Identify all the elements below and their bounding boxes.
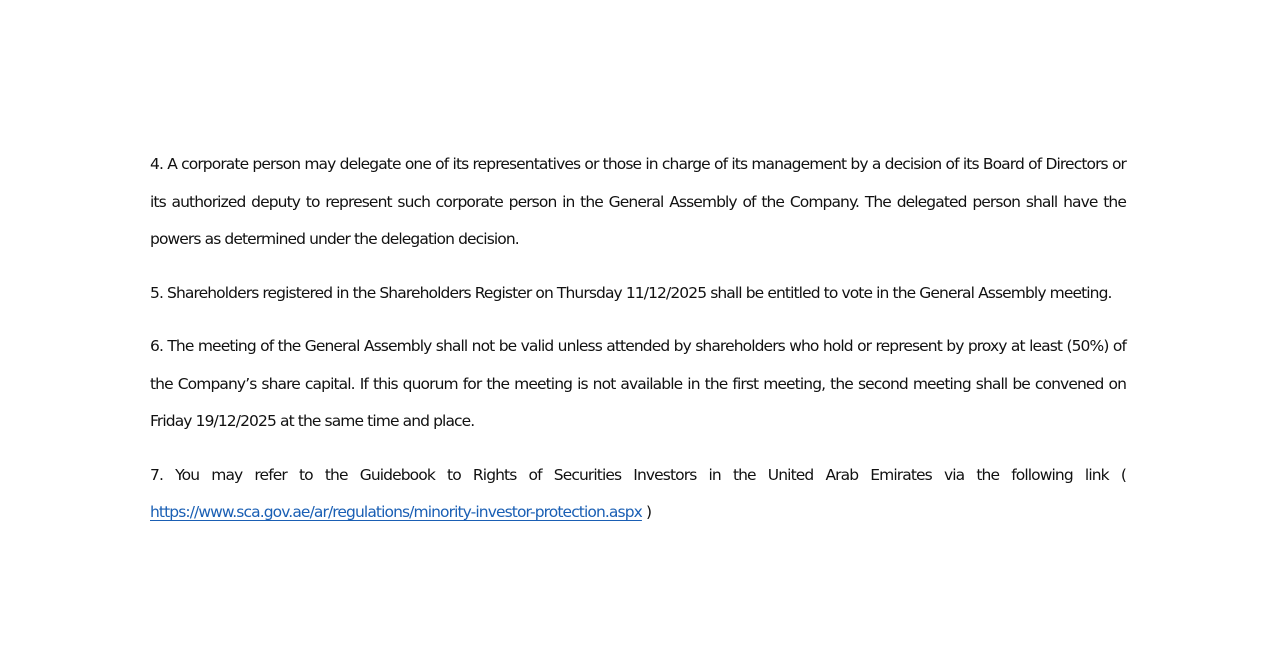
document-body xyxy=(150,146,1126,548)
paragraph-6: 6. The meeting of the General Assembly shall not be valid unless attended by shareholders who hold or represent by proxy at least (50%) of the Company’s share capital. If this quorum for the meeting is not available in the first meeting, the second meeting shall be convened on Friday 19/12/2025 at the same time and place. xyxy=(150,337,1126,430)
paragraph-5: 5. Shareholders registered in the Shareholders Register on Thursday 11/12/2025 shall be entitled to vote in the General Assembly meeting. xyxy=(150,283,1112,302)
investor-protection-link[interactable]: https://www.sca.gov.ae/ar/regulations/minority-investor-protection.aspx xyxy=(150,503,642,521)
paragraph-7-closing: ) xyxy=(645,503,652,521)
paragraph-7 xyxy=(150,457,1126,532)
paragraph-4: 4. A corporate person may delegate one of its representatives or those in charge of its management by a decision of its Board of Directors or its authorized deputy to represent such corporate person in the General Assembly of the Company. The delegated person shall have the powers as determined under the delegation decision. xyxy=(150,155,1126,248)
paragraph-7-text: 7. You may refer to the Guidebook to Rights of Securities Investors in the United Arab Emirates via the following link ( xyxy=(150,465,1126,484)
